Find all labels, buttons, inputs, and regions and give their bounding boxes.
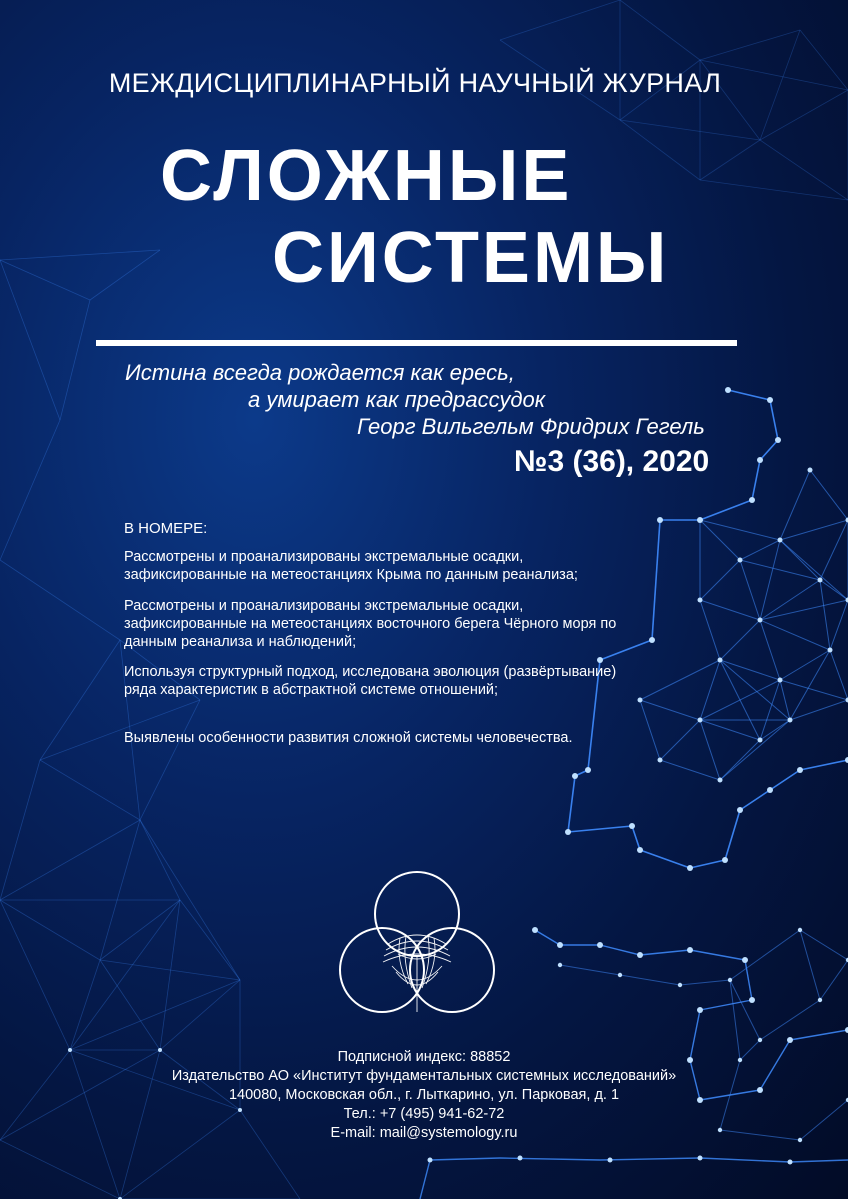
journal-title-line2: СИСТЕМЫ xyxy=(272,218,670,298)
issue-number: №3 (36), 2020 xyxy=(514,445,710,478)
journal-subtitle: МЕЖДИСЦИПЛИНАРНЫЙ НАУЧНЫЙ ЖУРНАЛ xyxy=(108,68,722,98)
contents-item: Рассмотрены и проанализированы экстремальные осадки, зафиксированные на метеостанциях восточного берега Чёрного моря по данным реанализа и наблюдений; xyxy=(124,598,617,650)
journal-title-line1: СЛОЖНЫЕ xyxy=(160,136,573,216)
contents-item: Используя структурный подход, исследована эволюция (развёртывание) ряда характеристик в абстрактной системе отношений; xyxy=(124,664,617,698)
publisher-name: Издательство АО «Институт фундаментальных системных исследований» xyxy=(171,1068,677,1084)
title-divider xyxy=(96,340,737,346)
subscription-index: Подписной индекс: 88852 xyxy=(337,1049,511,1065)
contents-item: Рассмотрены и проанализированы экстремальные осадки, зафиксированные на метеостанциях Крыма по данным реанализа; xyxy=(124,549,578,583)
epigraph-line2: а умирает как предрассудок xyxy=(248,387,546,412)
publisher-email: E-mail: mail@systemology.ru xyxy=(330,1125,518,1141)
contents-heading: В НОМЕРЕ: xyxy=(124,520,208,537)
epigraph-line1: Истина всегда рождается как ересь, xyxy=(125,360,515,385)
circles-logo xyxy=(336,866,498,1014)
publisher-phone: Тел.: +7 (495) 941-62-72 xyxy=(343,1106,505,1122)
contents-item: Выявлены особенности развития сложной системы человечества. xyxy=(124,730,573,746)
publisher-address: 140080, Московская обл., г. Лыткарино, ул. Парковая, д. 1 xyxy=(228,1087,620,1103)
epigraph-author: Георг Вильгельм Фридрих Гегель xyxy=(357,414,705,439)
publisher-info xyxy=(0,1048,848,1143)
